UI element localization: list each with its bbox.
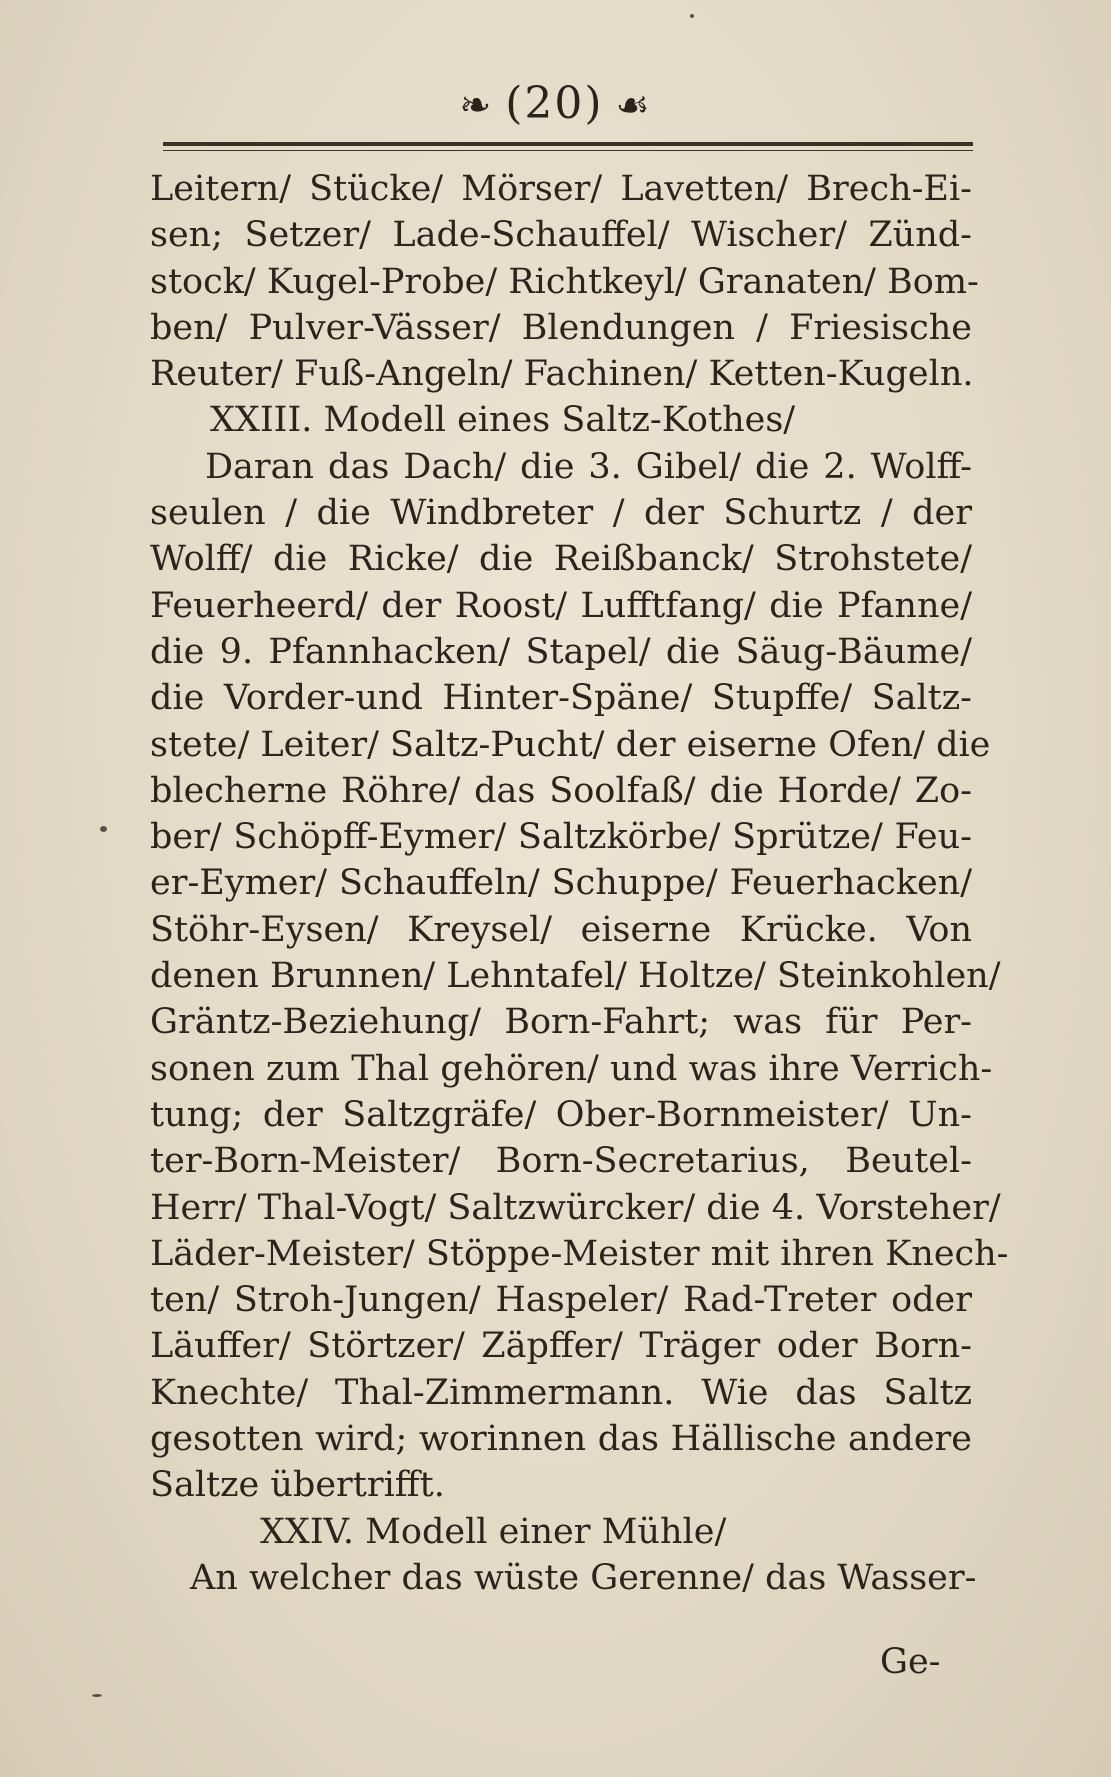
text-line: Knechte/ Thal-Zimmermann. Wie das Saltz (150, 1372, 972, 1413)
page-number: (20) (505, 78, 604, 129)
text-line: gesotten wird; worinnen das Hällische andere (150, 1419, 972, 1460)
text-line: ber/ Schöpff-Eymer/ Saltzkörbe/ Sprütze/ Feu- (150, 817, 972, 858)
section-heading-xxiii: XXIII. Modell eines Saltz-Kothes/ (210, 400, 796, 441)
text-line: Leitern/ Stücke/ Mörser/ Lavetten/ Brech-Ei- (150, 169, 972, 209)
text-line: blecherne Röhre/ das Soolfaß/ die Horde/ Zo- (150, 770, 972, 811)
text-line: er-Eymer/ Schauffeln/ Schuppe/ Feuerhacken/ (150, 863, 972, 904)
ink-speck (100, 826, 107, 832)
text-line: Läuffer/ Störtzer/ Zäpffer/ Träger oder Born- (150, 1326, 972, 1367)
left-ornament-icon: ❧ (459, 83, 494, 127)
text-line: Daran das Dach/ die 3. Gibel/ die 2. Wolff- (205, 446, 972, 487)
text-line: seulen / die Windbreter / der Schurtz / der (150, 493, 972, 534)
text-line: stete/ Leiter/ Saltz-Pucht/ der eiserne Ofen/ die (150, 724, 991, 765)
text-line: die Vorder-und Hinter-Späne/ Stupffe/ Saltz- (150, 678, 972, 719)
text-line: die 9. Pfannhacken/ Stapel/ die Säug-Bäume/ (150, 631, 972, 672)
text-line: sen; Setzer/ Lade-Schauffel/ Wischer/ Zünd- (150, 215, 972, 256)
text-line: denen Brunnen/ Lehntafel/ Holtze/ Steinkohlen/ (150, 956, 1001, 997)
text-line: Stöhr-Eysen/ Kreysel/ eiserne Krücke. Von (150, 909, 972, 950)
text-line: stock/ Kugel-Probe/ Richtkeyl/ Granaten/ Bom- (150, 261, 979, 302)
header-rule (163, 142, 973, 146)
text-line: ben/ Pulver-Vässer/ Blendungen / Friesische (150, 307, 972, 348)
section-heading-xxiv: XXIV. Modell einer Mühle/ (260, 1511, 727, 1552)
ink-speck (690, 14, 694, 18)
body-text (150, 166, 1009, 1601)
text-line: Herr/ Thal-Vogt/ Saltzwürcker/ die 4. Vorsteher/ (150, 1187, 1001, 1228)
ink-speck (92, 1694, 102, 1697)
page-header (0, 78, 1111, 129)
catchword: Ge- (880, 1642, 941, 1682)
text-line: ten/ Stroh-Jungen/ Haspeler/ Rad-Treter oder (150, 1280, 972, 1321)
text-line: ter-Born-Meister/ Born-Secretarius, Beutel- (150, 1141, 972, 1182)
header-rule-thin (163, 150, 973, 151)
text-line: sonen zum Thal gehören/ und was ihre Verrich- (150, 1048, 993, 1089)
text-line: Reuter/ Fuß-Angeln/ Fachinen/ Ketten-Kugeln. (150, 354, 974, 395)
text-line: Läder-Meister/ Stöppe-Meister mit ihren Knech- (150, 1233, 1009, 1274)
right-ornament-icon: ☙ (615, 83, 652, 127)
text-line: An welcher das wüste Gerenne/ das Wasser- (190, 1557, 977, 1598)
text-line: Gräntz-Beziehung/ Born-Fahrt; was für Per- (150, 1002, 972, 1043)
text-line: tung; der Saltzgräfe/ Ober-Bornmeister/ Un- (150, 1094, 972, 1135)
text-line: Wolff/ die Ricke/ die Reißbanck/ Strohstete/ (150, 539, 972, 580)
text-line: Feuerheerd/ der Roost/ Lufftfang/ die Pfanne/ (150, 585, 972, 626)
text-line: Saltze übertrifft. (150, 1465, 445, 1506)
